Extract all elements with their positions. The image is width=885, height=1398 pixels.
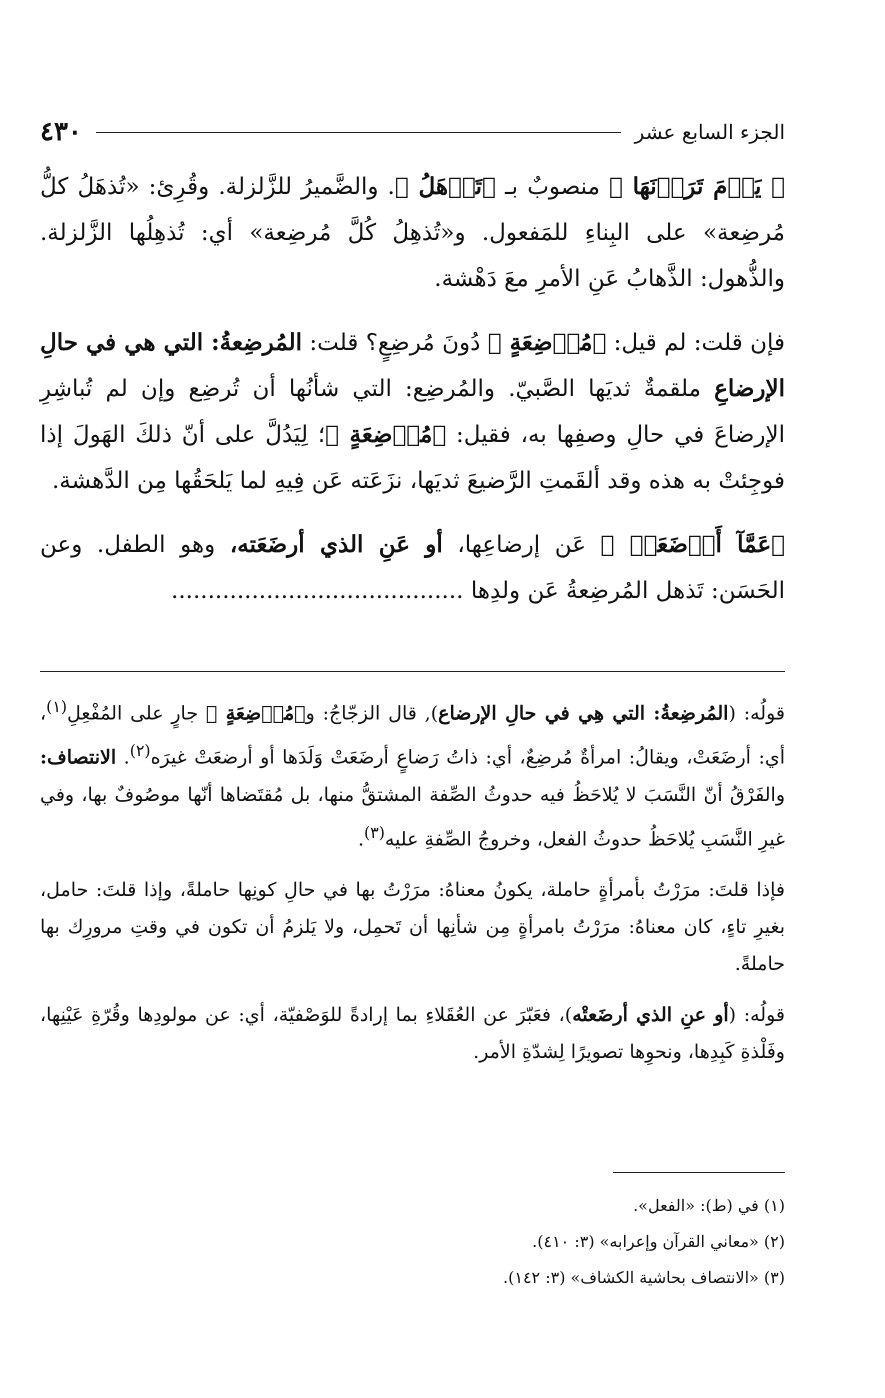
commentary-paragraph-1 bbox=[40, 688, 785, 858]
text-span: قولُه: ( bbox=[728, 702, 785, 725]
section-divider bbox=[40, 671, 785, 672]
text-span: ملقمةٌ ثديَها الصَّبيّ. والمُرضِع: التي شأنُها أن تُرضِع وإن لم تُباشِرِ الإرضاعَ في حالِ وصفِها به، فقيل: bbox=[40, 376, 785, 448]
text-span: . bbox=[357, 827, 364, 850]
footnotes bbox=[40, 1188, 785, 1296]
quran-quote: ﴿مُرۡضِعَةٍ ﴾ bbox=[325, 421, 447, 448]
header-rule bbox=[96, 132, 621, 133]
bold-phrase: المُرضِعةُ: التي هِي في حالِ الإرضاع bbox=[438, 702, 729, 725]
bold-phrase: المُرضِعةُ: التي هي في حالِ الإرضاعِ bbox=[40, 329, 785, 402]
commentary-paragraph-2 bbox=[40, 872, 785, 983]
text-span: قولُه: ( bbox=[728, 1003, 785, 1026]
main-paragraph-1 bbox=[40, 164, 785, 302]
footnote-2: (٢) «معاني القرآن وإعرابه» (٣: ٤١٠). bbox=[532, 1232, 785, 1251]
text-span: منصوبٌ بـ bbox=[495, 174, 610, 200]
quran-quote: ﴿ يَوۡمَ تَرَوۡنَهَا ﴾ bbox=[609, 173, 785, 200]
footnote-divider bbox=[613, 1172, 785, 1173]
running-header bbox=[40, 112, 785, 152]
text-span: وهو الطفل. وعن الحَسَن: تَذهل المُرضِعةُ عَن ولدِها bbox=[40, 532, 785, 604]
quran-quote: ﴿مُرۡضِعَةٍ ﴾ bbox=[205, 702, 306, 725]
footnote-3: (٣) «الانتصاف بحاشية الكشاف» (٣: ١٤٢). bbox=[503, 1268, 785, 1287]
text-span: عَن إرضاعِها، bbox=[442, 532, 601, 558]
text-span: جارٍ على المُفْعِلِ bbox=[67, 702, 206, 725]
commentary-text bbox=[40, 688, 785, 1085]
footnote-ref[interactable]: (٣) bbox=[363, 822, 385, 842]
bold-phrase: أو عَنِ الذي أرضَعَته، bbox=[229, 531, 443, 558]
text-span: ), قال الزجّاجُ: و bbox=[305, 702, 439, 725]
text-span: )، فعَبّرَ عن العُقَلاءِ بما إرادةً للوَصْفيّة، أي: عن مولودِها وقُرّةِ عَيْنِها، وفَلْذةِ كَبِدِها، ونحوِها تصويرًا لِشدّةِ الأمر. bbox=[40, 1003, 785, 1063]
footnote-ref[interactable]: (١) bbox=[46, 697, 68, 716]
main-paragraph-2 bbox=[40, 320, 785, 504]
footnote-1: (١) في (ط): «الفعل». bbox=[633, 1196, 785, 1215]
text-span: فإن قلت: لم قيل: bbox=[606, 330, 786, 356]
part-title: الجزء السابع عشر bbox=[634, 120, 785, 144]
text-span: . والضَّميرُ للزَّلزلة. وقُرِئ: «تُذهَلُ كلُّ مُرضِعة» على البِناءِ للمَفعول. و«تُذهِلُ كُلَّ مُرضِعة» أي: تُذهِلُها الزَّلزلة. والذُّهول: الذَّهابُ عَنِ الأمرِ معَ دَهْشة. bbox=[40, 174, 785, 292]
page-number: ٤٣٠ bbox=[40, 117, 82, 147]
quran-quote: ﴿عَمَّآ أَرۡضَعَتۡ ﴾ bbox=[600, 531, 785, 558]
text-span: . bbox=[116, 746, 130, 769]
continuation-dots: ........................................ bbox=[171, 578, 464, 604]
main-paragraph-3 bbox=[40, 522, 785, 614]
text-span: والفَرْقُ أنّ النَّسَبَ لا يُلاحَظُ فيه حدوثُ الصِّفة المشتقُّ منها، بل مُقتَضاها أنّها موصُوفٌ بها، وفي غيرِ النَّسَبِ يُلاحَظُ حدوثُ الفعل، وخروجُ الصِّفةِ عليه bbox=[40, 783, 785, 850]
quran-quote: ﴿تَذۡهَلُ ﴾ bbox=[394, 173, 496, 200]
commentary-paragraph-3 bbox=[40, 997, 785, 1071]
text-span: ؛ لِيَدُلَّ على أنّ ذلكَ الهَولَ إذا فوجِئتْ به هذه وقد ألقَمتِ الرَّضيعَ ثديَها، نزَعَته عَن فِيهِ لما يَلحَقُها مِن الدَّهشة. bbox=[40, 422, 785, 494]
text-span: فإذا قلتَ: مرَرْتُ بأمرأةٍ حاملة، يكونُ معناهُ: مرَرْتُ بها في حالِ كونِها حاملةً، وإذا قلتَ: حامل، بغيرِ تاءٍ، كان معناهُ: مرَرْتُ بامرأةٍ مِن شأنِها أن تَحمِل، ولا يَلزمُ أن تكون في وقتِ مرورِك بها حاملةً. bbox=[40, 878, 786, 975]
bold-phrase: أو عنِ الذي أرضَعتْه bbox=[572, 1003, 729, 1026]
footnote-ref[interactable]: (٢) bbox=[129, 741, 151, 761]
quran-quote: ﴿مُرۡضِعَةٍ ﴾ bbox=[487, 329, 607, 356]
main-text bbox=[40, 164, 785, 632]
text-span: دُونَ مُرضِعٍ؟ قلت: bbox=[302, 330, 488, 356]
bold-phrase: الانتصاف: bbox=[40, 746, 117, 769]
text-span: ، أي: أرضَعَتْ، ويقالُ: امرأةٌ مُرضِعٌ، أي: ذاتُ رَضاعٍ أرضَعَتْ وَلَدَها أو أرضعَتْ غيرَه bbox=[40, 702, 785, 769]
